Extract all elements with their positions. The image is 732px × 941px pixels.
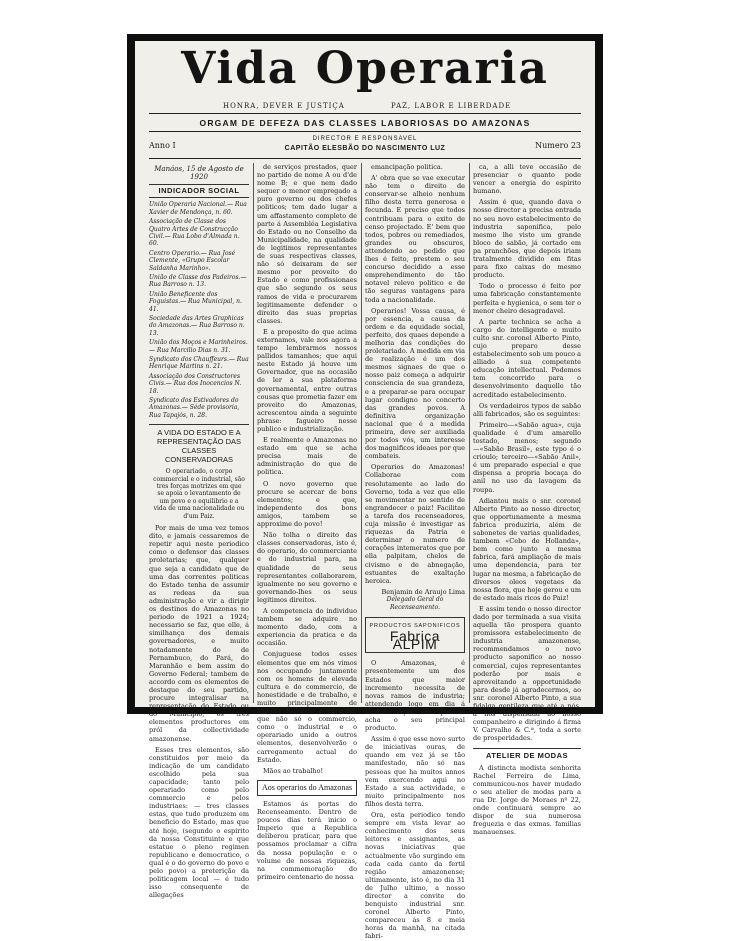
motto-right: PAZ, LABOR E LIBERDADE — [391, 102, 512, 110]
paragraph: Assim é que esse novo surto de iniciativas ouras, de quando em vez já se tão manifestado, não só nas pessoas que ha muitos annos vem exercendo aqui no Estado a sua actividade, e muito principalmente nos filhos desta terra. — [365, 735, 465, 808]
motto-left: HONRA, DEVER E JUSTIÇA — [223, 102, 345, 110]
ad-tagline: PRODUCTOS SAPONIFICOS — [369, 623, 461, 630]
advertisement-box — [365, 617, 465, 653]
paragraph: Ora, esta periodico tendo sempre em vista levar ao conhecimento dos seus leitores e assignantes, as novas iniciativas que actualmente vão surgindo em cada cada canto da fertil região amazonense; ultimamente, isto é, no dia 31 de Julho ultimo, a nosso director a convite do benquisto industrial snr. coronel Alberto Pinto, compareceu ás 8 e meia horas da manhã, na citada fabri- — [365, 811, 465, 941]
paragraph: Os verdadeiros typos de sabão alli fabricados, são os seguintes: — [473, 401, 581, 418]
list-item: União de Classe dos Padeiros.— Rua Barroso n. 13. — [149, 273, 247, 289]
column-3 — [365, 163, 465, 941]
section-title-indicador: INDICADOR SOCIAL — [149, 184, 249, 198]
list-item: Associação de Classe dos Quatro Artes de Construcção Civil.— Rua Lobo d'Almada n. 60. — [149, 218, 240, 248]
section-title-atelier: ATELIER DE MODAS — [473, 748, 581, 760]
page-frame — [127, 34, 603, 941]
director-label: DIRECTOR E RESPONSAVEL — [312, 136, 418, 142]
list-item: União dos Moços e Marinheiros.— Rua Marcilio Dias n. 31. — [149, 339, 248, 354]
paragraph: A competencia do individuo tambem se adquire no momento dado, com a experiencia da pratica e da occasião. — [257, 606, 357, 648]
paragraph: Esses tres elementos, são constituidos por meio da indicação de um candidato escolhido pela sua capacidade; tanto pelo operariado como pelo commercio e pelos industriaes: — tres classes estas, que tudo produzem em beneficio do Estado, mas que até hoje, (segundo o espirito da nossa Constituinte e que estatue o pleno regimen republicano e democratico, o qual é o do governo do povo e pelo povo) a preterição da politicagem local — é tudo isso consequente de allegações — [149, 745, 249, 900]
ad-brand: Fabrica ALPIM — [389, 628, 441, 653]
column-1 — [149, 163, 249, 900]
paragraph: Não tolha o direito das classes conservadoras, isto é, do operario, do commerciante e do industrial para, na qualidade de seus representantes collaborarem, igualmente no seu governo e governando-lhes os seus legitimos direitos. — [257, 531, 357, 604]
paragraph: ca, a alli teve occasião de presenciar o quanto pode vencer a energia do espirito humano. — [473, 163, 581, 196]
signature-title: Delegado Geral do Recenseamento. — [386, 595, 444, 611]
paragraph: A' obra que se vae executar não tem o direito de conservar-se alheio nenhum filho desta terra generosa e fecunda. E preciso que todos contribuam para o exito de censo projectado. E' bem que todos, pobres ou remediados, grandes ou obscuros, attendendo ao pedido que lhes é feito, prestem o seu concurso decidido a esse emprehendimento de tão notavel relevo politico e de tão seguras vantagens para toda a nacionalidade. — [365, 174, 465, 304]
list-item: Syndicato dos Chauffeurs.— Rua Henrique Martins n. 21. — [149, 356, 249, 371]
masthead-rule-top — [149, 113, 581, 114]
paragraph: Adiantou mais o snr. coronel Alberto Pinto ao nosso director, que opportunamente a mesma fabrica produziria, além de sabonetes de varias qualidades, tambem «Cebo de Hollanda», bem como junto a mesma fabrica, fará ampliação de mais uma dependencia, para ter lugar na mesma, a fabricação de diversos oleos vegetaes da nossa flora, que hoje gerou e um de estado mais ricos do Paiz! — [473, 496, 581, 602]
paragraph: A distincta modista senhorita Rachel Ferreira de Lima, communicou-nos haver mudado o seu atelier de modas para a rua Dr. Jorge de Moraes nº 22, onde continuará sempre ao dispor de sua numerosa freguezia e das exmas. familias manauenses. — [473, 763, 581, 837]
paragraph: Por mais de uma vez temos dito, e jamais cessaremos de repetir aqui neste periodico como o defensor das classes proletarias; que, qualquer que seja a candidato que de uma das correntes politicas do Estado tenha de assumir as redeas da sua administração e vir a dirigir os destinos do Amazonas no periodo de 1921 a 1924; necessario se faz, que elle, á similhança dos demais governadores, e muito notadamente do de Pernambuco, do Pará, do Maranhão e bem assim do Governo Federal; tambem de accordo com os elementos de destaque do seu partido, procure integralisar na representação do Estado ou do Municipio, os tres elementos productores em pról da collectividade amazonense. — [149, 524, 249, 743]
signature: Benjamin de Araujo Lima — [381, 587, 465, 596]
paragraph: de serviços prestados, quer no partido de nome A ou d'de nome B; e que nem dado sequer o menor empregado a puro governo ou dos chefes politicos; tem dado lugar a um affastamento completo de parte á Assembléa Legislativa do Estado ou no Conselho da Municipalidade, na qualidade de legitimos representantes de suas respectivas classes, não só deixaram de ser mesmo por proveito do Estado e como profissionaes que são segundo os seus ramos de vida e procurarem legitimamente defender o direito das suas proprias classes. — [257, 163, 357, 325]
newspaper-title: Vida Operaria — [181, 43, 549, 94]
list-item: Associação dos Constructores Civis.— Rua dos Inocencios N. 18. — [149, 372, 242, 395]
newspaper-page — [135, 41, 595, 941]
list-item: União Beneficente dos Foguistas.— Rua Municipal, n. 41. — [149, 290, 242, 313]
column-divider — [469, 163, 470, 703]
paragraph: Mãos ao trabalho! — [263, 766, 324, 775]
story-lede: O operariado, o corpo commercial e o industrial, são tres forças motrizes em que se apoia o levantamento de um povo e o equilibrio e a vida de uma nacionalidade ou d'um Paiz. — [153, 468, 245, 520]
paragraph: O Amazonas, é presentemente um dos Estados que maior incremento necessita de novas ramos de industria; attendendo logo em dia á desvalorisação em que se acha o seu principal producto. — [365, 659, 465, 733]
header-rule — [149, 158, 581, 159]
issue-number: Numero 23 — [535, 141, 581, 150]
paragraph: E realmente o Amazonas no estado em que se acha precisa mais de administração do que de politica. — [257, 436, 357, 477]
column-2 — [257, 163, 357, 881]
list-item: Sociedade das Artes Graphicas do Amazonas.— Rua Barroso n. 13. — [149, 314, 245, 337]
list-item: Centro Operario.— Rua José Clemente, «Grupo Escolar Saldanha Marinho». — [149, 249, 236, 272]
director-name: CAPITÃO ELESBÃO DO NASCIMENTO LUZ — [284, 145, 446, 152]
column-divider — [361, 163, 362, 703]
paragraph: Operarios do Amazonas! Collaborae com resolutamente ao lado do Governo, toda a vez que elle se movimentar no sentido de engrandecer o paiz! Facilitae a tarefa dos recenseadores, cuja missão é investigar as riquezas da Patria e determinar o numero de corações intemeratos que por ella palpitam, chelos de civismo e de abnegação, estuantes de exaltação heroica. — [365, 463, 465, 585]
list-item: União Operaria Nacional.— Rua Xavier de Mendonça, n. 60. — [149, 201, 247, 216]
paragraph: Todo o processo é feito por uma fabricação constantemente perfeita e hygienica, o sem ter o menor cheiro desagradavel. — [473, 282, 581, 315]
paragraph: E a proposito do que acima externamos, vale nos agora a tempo lembrarmos nossos pallidos tamanhos; que aqui neste Estado já houve um Governador, que na occasião de ler a sua plataforma governamental, entre outras cousas que prometia fazer em proveito do Amazonas, acrescentou ainda a seguinte phrase: fagueiro nesse publico e industrialização. — [257, 327, 357, 433]
paragraph: A parte technica se acha a cargo do intelligente e muito culto snr. coronel Alberto Pinto, cujo preparo desse estabelecimento sob um pouco a alliado á sua competente educação intellectual. Podemos tem concorrido para o desenvolvimento daquelle tão acreditado estabelecimento. — [473, 317, 581, 399]
column-4 — [473, 163, 581, 837]
masthead-rule-bottom — [149, 131, 581, 132]
paragraph: emancipação politica. — [371, 163, 443, 171]
box-headline: Aos operarios do Amazonas — [257, 780, 357, 796]
paragraph: Estamos ás portas do Recenseamento. Dentro de poucos dias terá inicio o Imperio que a Republica deliberou praticar, para que possamos proclamar a cifra da nossa população e o volume de nossas riquezas, na commemoração do primeiro centenario de nossa — [257, 799, 357, 881]
masthead — [135, 41, 595, 152]
paragraph: Operarios! Vossa causa, é por essencia, a causa da ordem e da equidade social, perfeito, dos quaes depende a melhoria das condições do proletariado. A medida em via de realização é um dos mesmos signaes de que o nosso paiz começa a adquirir consciencia de sua grandeza, e a preparar-se para occupar lugar condigno no concerto das grandes povos. A definitiva organização nacional que é a medida primeira, deve ser auxiliada por todos vós, um interesse dos magnificos ideaes por que combateis. — [365, 306, 465, 461]
column-divider — [253, 163, 254, 703]
paragraph: E assim tendo o nosso director dado por terminada a sua visita aquella tão prospera quanto promissora estabelecimento de industria amazonense, recommendamos o novo producto saponifico ao nosso comercial, cujos representantes poderão por mais e aproveitando a opportunidade para desde já agradecermos, ao snr. coronel Alberto Pinto, a sua fidalga gentileza que até a nós, á nós dispensada ao nosso companheiro e dirigindo á firma V. Carvalho & C.ª, toda a sorte de prosperidades. — [473, 604, 581, 743]
issue-date: Manáos, 15 de Agosto de 1920 — [154, 165, 244, 182]
paragraph: Assim é que, quando dava o nosso director a precisa entrada no seu novo estabelecimento de industria saponifica, pelo mesmo lhe visto um grande bloco de sabão, já cortado em pa pranchões, que depois iriam tratalmente dividido em fitas para fixo caixas do mesmo producto. — [473, 198, 581, 280]
list-item: Syndicato dos Estivadores do Amazonas.— Séde provisoria, Rua Tapajós, n. 28. — [149, 397, 240, 419]
paragraph: O novo governo que procure se acercar de bons elementos; e que, independente dos bons amigos, tambem se approxime do povo! — [257, 479, 357, 529]
paragraph: Primeiro—«Sabão agua», cuja qualidade é d'um amarello tostado, menos; segundo—«Sabão Brasil», este typo é o crioulo; terceiro—«Sabão Anil», é um preparado especial e que dispensa a propria bocaça do anil no uso da lavagem da roupa. — [473, 420, 581, 494]
story-headline: A VIDA DO ESTADO E A REPRESENTAÇÃO DAS CLASSES CONSERVADORAS — [149, 424, 249, 464]
issue-year: Anno I — [149, 141, 176, 150]
organ-subtitle: ORGAM DE DEFEZA DAS CLASSES LABORIOSAS DO AMAZONAS — [199, 118, 531, 128]
paragraph: Conjuguese todos esses elementos que em nós vimos nos occupando juntamente com os homens de elevada cultura e do commercio, de honestidade e de trabalho, e muito principalmente de sincera lealdade e caracter, que não só o commercio, como o industrial e o operariado unido a outros elementos, desenvolverão o carregamento actual do Estado. — [257, 650, 357, 764]
issue-bar — [149, 135, 581, 157]
